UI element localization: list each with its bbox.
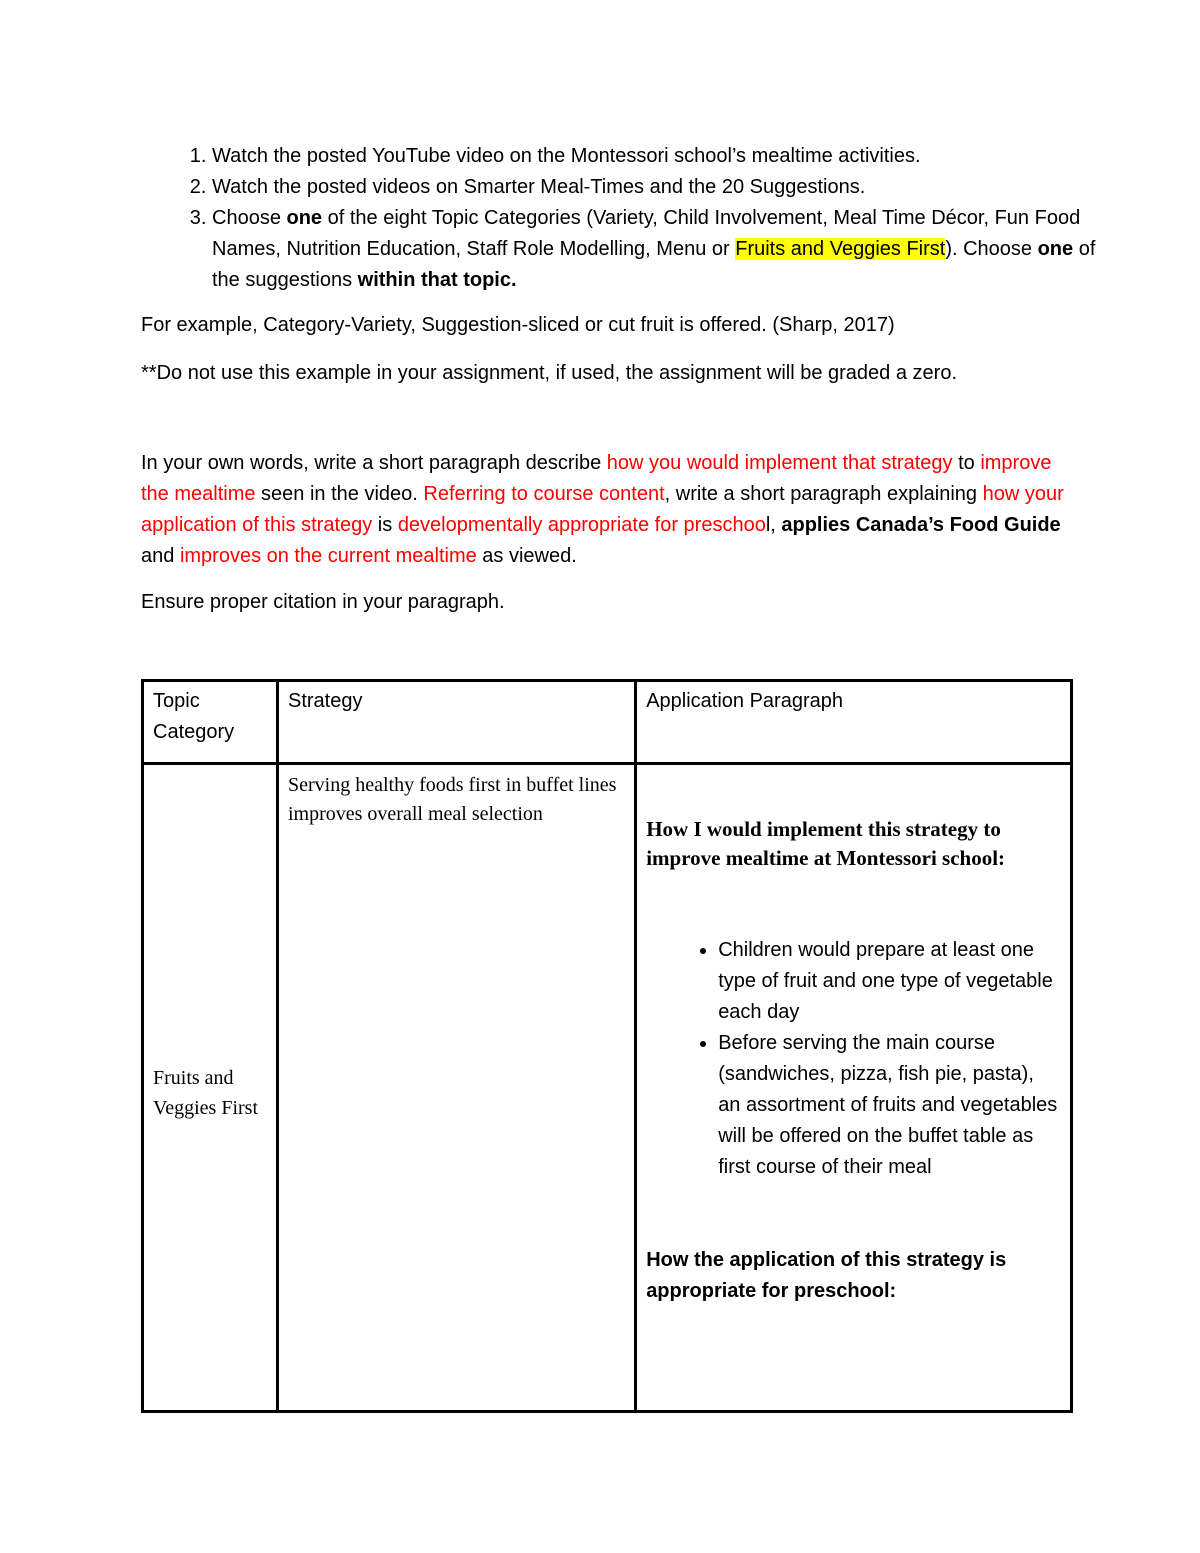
example-paragraph: For example, Category-Variety, Suggestion-sliced or cut fruit is offered. (Sharp, 2017) xyxy=(141,314,895,336)
task-text: and xyxy=(141,545,180,567)
task-text: is xyxy=(372,514,398,536)
emphasis-one: one xyxy=(1037,238,1074,260)
implementation-list xyxy=(646,935,1061,1183)
task-text: In your own words, write a short paragraph describe xyxy=(141,452,607,474)
task-text: , write a short paragraph explaining xyxy=(664,483,983,505)
assignment-table xyxy=(141,679,1073,1413)
strategy-cell xyxy=(277,764,635,1412)
task-paragraph xyxy=(141,448,1071,572)
emphasis-within-topic: within that topic. xyxy=(357,269,517,291)
citation-paragraph: Ensure proper citation in your paragraph. xyxy=(141,591,505,613)
task-text: as viewed. xyxy=(476,545,577,567)
list-item: • Before serving the main course (sandwiches, pizza, fish pie, pasta), an assortment of fruits and vegetables will be offered on the buffet table as first course of their meal xyxy=(718,1028,1061,1183)
instruction-item xyxy=(212,141,1112,172)
appropriateness-heading: How the application of this strategy is appropriate for preschool: xyxy=(646,1249,1007,1302)
instruction-text: Watch the posted videos on Smarter Meal-Times and the 20 Suggestions. xyxy=(212,176,866,198)
strategy-text: Serving healthy foods first in buffet lines improves overall meal selection xyxy=(287,774,617,825)
instruction-text: Watch the posted YouTube video on the Montessori school’s mealtime activities. xyxy=(212,145,921,167)
instruction-text: ). Choose xyxy=(945,238,1038,260)
header-strategy: Strategy xyxy=(277,681,635,764)
task-text: l, xyxy=(765,514,782,536)
task-emphasis: improves on the current mealtime xyxy=(179,545,477,567)
list-item: • Children would prepare at least one type of fruit and one type of vegetable each day xyxy=(718,935,1061,1028)
instruction-text: of the suggestions xyxy=(212,238,1096,291)
application-cell xyxy=(636,764,1072,1412)
topic-text: Fruits and Veggies First xyxy=(153,1066,258,1119)
task-emphasis: how your application of this strategy xyxy=(141,483,1064,536)
instruction-text: Choose xyxy=(212,207,287,229)
instruction-item xyxy=(212,172,1112,203)
header-topic-category: Topic Category xyxy=(143,681,278,764)
task-emphasis: Referring to course content xyxy=(423,483,665,505)
task-text: to xyxy=(952,452,981,474)
instruction-text: of the eight Topic Categories (Variety, Child Involvement, Meal Time Décor, Fun Food Names, Nutrition Education, Staff Role Modelling, Menu or xyxy=(212,207,1081,260)
instruction-list xyxy=(160,141,1112,296)
task-emphasis: how you would implement that strategy xyxy=(606,452,953,474)
task-emphasis: developmentally appropriate for preschoo xyxy=(397,514,766,536)
table-header-row xyxy=(143,681,1072,764)
task-emphasis: improve the mealtime xyxy=(141,452,1052,505)
emphasis-one: one xyxy=(286,207,323,229)
task-bold: applies Canada’s Food Guide xyxy=(781,514,1061,536)
warning-paragraph: **Do not use this example in your assignment, if used, the assignment will be graded a zero. xyxy=(141,362,957,384)
instruction-item xyxy=(212,203,1112,296)
highlighted-topic: Fruits and Veggies First xyxy=(735,238,946,260)
table-row xyxy=(143,764,1072,1412)
implementation-heading: How I would implement this strategy to improve mealtime at Montessori school: xyxy=(646,817,1006,870)
topic-cell xyxy=(143,764,278,1412)
header-application-paragraph: Application Paragraph xyxy=(636,681,1072,764)
task-text: seen in the video. xyxy=(255,483,424,505)
